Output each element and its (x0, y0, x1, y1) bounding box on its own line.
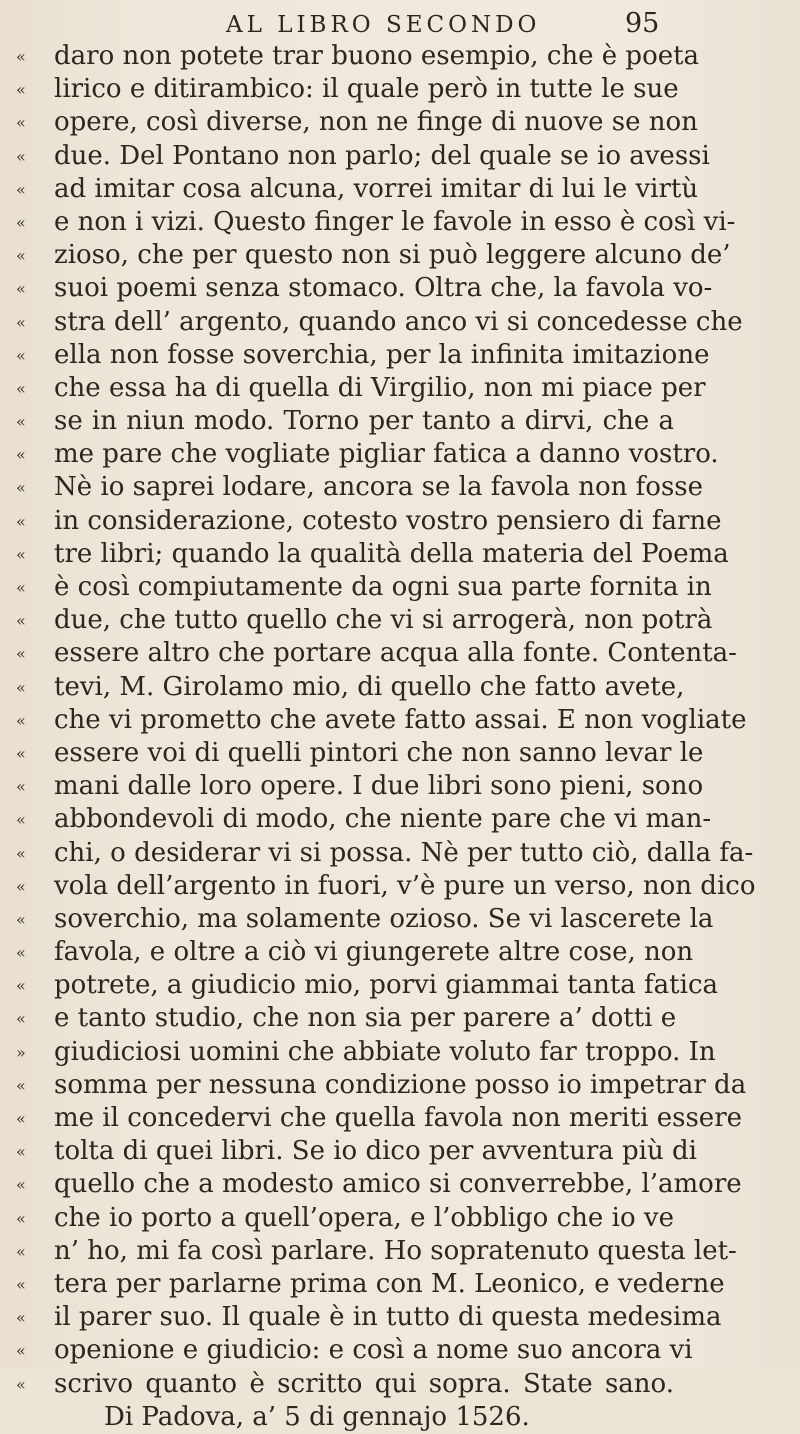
text-line (0, 173, 800, 206)
text-line (0, 671, 800, 704)
quotation-mark: « (16, 1241, 26, 1261)
line-text: che vi prometto che avete fatto assai. E non vogliate (54, 704, 747, 735)
text-line (0, 505, 800, 538)
text-line (0, 704, 800, 737)
quotation-mark: « (16, 1009, 26, 1029)
quotation-mark: « (16, 146, 26, 166)
line-text: due. Del Pontano non parlo; del quale se io avessi (54, 140, 710, 171)
quotation-mark: « (16, 246, 26, 266)
quotation-mark: « (16, 611, 26, 631)
quotation-mark: « (16, 1308, 26, 1328)
line-text: me il concedervi che quella favola non meriti essere (54, 1103, 743, 1133)
quotation-mark: « (16, 644, 26, 664)
line-text: vola dell’argento in fuori, v’è pure un verso, non dico (54, 870, 756, 901)
line-text: tre libri; quando la qualità della materia del Poema (54, 538, 729, 569)
line-text: essere altro che portare acqua alla fonte. Contenta- (54, 638, 737, 669)
text-line (0, 903, 800, 936)
quotation-mark: « (16, 810, 26, 830)
quotation-mark: « (16, 743, 26, 763)
line-text: essere voi di quelli pintori che non sanno levar le (54, 737, 704, 768)
text-line (0, 604, 800, 637)
text-line (0, 1002, 800, 1035)
closing-line (0, 1401, 800, 1434)
text-line (0, 206, 800, 239)
quotation-mark: « (16, 1341, 26, 1361)
quotation-mark: « (16, 909, 26, 929)
text-line (0, 936, 800, 969)
line-text: abbondevoli di modo, che niente pare che vi man- (54, 804, 712, 835)
quotation-mark: « (16, 777, 26, 797)
quotation-mark: « (16, 511, 26, 531)
line-text: opere, così diverse, non ne finge di nuove se non (54, 107, 698, 138)
text-line (0, 770, 800, 803)
text-line (0, 737, 800, 770)
line-text: ella non fosse soverchia, per la infinita imitazione (54, 339, 710, 370)
text-line (0, 1268, 800, 1301)
line-text: chi, o desiderar vi si possa. Nè per tutto ciò, dalla fa- (54, 837, 754, 868)
text-line (0, 837, 800, 870)
line-text: ad imitar cosa alcuna, vorrei imitar di lui le virtù (54, 173, 699, 204)
running-title: AL LIBRO SECONDO (226, 12, 541, 38)
line-text: tera per parlarne prima con M. Leonico, e vederne (54, 1268, 725, 1299)
quotation-mark: « (16, 279, 26, 299)
quotation-mark: « (16, 80, 26, 100)
line-text: n’ ho, mi fa così parlare. Ho sopratenuto questa let- (54, 1235, 737, 1266)
text-line (0, 306, 800, 339)
line-text: è così compiutamente da ogni sua parte fornita in (54, 572, 712, 602)
text-line (0, 140, 800, 173)
line-text: giudiciosi uomini che abbiate voluto far troppo. In (54, 1036, 716, 1067)
quotation-mark: « (16, 843, 26, 863)
quotation-mark: « (16, 113, 26, 133)
text-line (0, 538, 800, 571)
line-text: lirico e ditirambico: il quale però in tutte le sue (54, 74, 679, 105)
line-text: due, che tutto quello che vi si arrogerà, non potrà (54, 605, 713, 636)
text-line (0, 40, 800, 73)
line-text: scrivo quanto è scritto qui sopra. State sano. (54, 1368, 674, 1399)
line-text: quello che a modesto amico si converrebbe, l’amore (54, 1169, 742, 1200)
letter-text (0, 40, 800, 1434)
text-line (0, 1368, 800, 1401)
text-line (0, 1334, 800, 1367)
text-line (0, 1036, 800, 1069)
text-line (0, 1069, 800, 1102)
quotation-mark: « (16, 345, 26, 365)
line-text: che io porto a quell’opera, e l’obbligo che io ve (54, 1202, 674, 1233)
quotation-mark: « (16, 544, 26, 564)
text-line (0, 1301, 800, 1334)
quotation-mark: « (16, 943, 26, 963)
text-line (0, 1135, 800, 1168)
quotation-mark: « (16, 1374, 26, 1394)
quotation-mark: « (16, 179, 26, 199)
text-line (0, 272, 800, 305)
text-line (0, 969, 800, 1002)
page-header (20, 6, 670, 42)
line-text: potrete, a giudicio mio, porvi giammai tanta fatica (54, 970, 719, 1001)
line-text: in considerazione, cotesto vostro pensiero di farne (54, 505, 722, 536)
line-text: il parer suo. Il quale è in tutto di questa medesima (54, 1302, 722, 1333)
line-text: e non i vizi. Questo finger le favole in esso è così vi- (54, 206, 736, 237)
line-text: openione e giudicio: e così a nome suo ancora vi (54, 1335, 693, 1366)
text-line (0, 1235, 800, 1268)
text-line (0, 372, 800, 405)
quotation-mark: « (16, 212, 26, 232)
quotation-mark: « (16, 1208, 26, 1228)
quotation-mark: « (16, 1109, 26, 1128)
text-line (0, 339, 800, 372)
quotation-mark: « (16, 677, 26, 697)
text-line (0, 1202, 800, 1235)
text-line (0, 1102, 800, 1135)
text-line (0, 571, 800, 604)
quotation-mark: « (16, 1274, 26, 1294)
text-line (0, 870, 800, 903)
quotation-mark: « (16, 710, 26, 730)
line-text: e tanto studio, che non sia per parere a’ dotti e (54, 1003, 677, 1034)
quotation-mark: « (16, 1175, 26, 1195)
quotation-mark: « (16, 578, 26, 597)
quotation-mark: » (16, 1042, 26, 1062)
line-text: Nè io saprei lodare, ancora se la favola non fosse (54, 472, 704, 503)
text-line (0, 405, 800, 438)
quotation-mark: « (16, 412, 26, 432)
quotation-mark: « (16, 445, 26, 465)
line-text: favola, e oltre a ciò vi giungerete altre cose, non (54, 937, 694, 968)
line-text: che essa ha di quella di Virgilio, non mi piace per (54, 372, 706, 403)
quotation-mark: « (16, 1142, 26, 1162)
quotation-mark: « (16, 976, 26, 996)
line-text: daro non potete trar buono esempio, che è poeta (54, 41, 700, 71)
quotation-mark: « (16, 378, 26, 398)
line-text: se in niun modo. Torno per tanto a dirvi, che a (54, 406, 674, 437)
text-line (0, 239, 800, 272)
line-text: tolta di quei libri. Se io dico per avventura più di (54, 1136, 697, 1167)
text-line (0, 438, 800, 471)
text-line (0, 106, 800, 139)
line-text: zioso, che per questo non si può leggere alcuno de’ (54, 240, 731, 271)
text-line (0, 73, 800, 106)
text-line (0, 803, 800, 836)
text-line (0, 637, 800, 670)
line-text: suoi poemi senza stomaco. Oltra che, la favola vo- (54, 273, 713, 304)
line-text: tevi, M. Girolamo mio, di quello che fatto avete, (54, 671, 685, 702)
line-text: mani dalle loro opere. I due libri sono pieni, sono (54, 771, 704, 802)
quotation-mark: « (16, 312, 26, 332)
quotation-mark: « (16, 47, 26, 66)
page-number: 95 (625, 8, 660, 39)
quotation-mark: « (16, 478, 26, 498)
line-text: stra dell’ argento, quando anco vi si concedesse che (54, 306, 743, 337)
date-signature: Di Padova, a’ 5 di gennajo 1526. (104, 1401, 530, 1432)
quotation-mark: « (16, 1075, 26, 1095)
line-text: soverchio, ma solamente ozioso. Se vi lascerete la (54, 903, 714, 934)
line-text: somma per nessuna condizione posso io impetrar da (54, 1069, 747, 1100)
text-line (0, 1168, 800, 1201)
quotation-mark: « (16, 876, 26, 896)
text-line (0, 471, 800, 504)
line-text: me pare che vogliate pigliar fatica a danno vostro. (54, 439, 719, 470)
